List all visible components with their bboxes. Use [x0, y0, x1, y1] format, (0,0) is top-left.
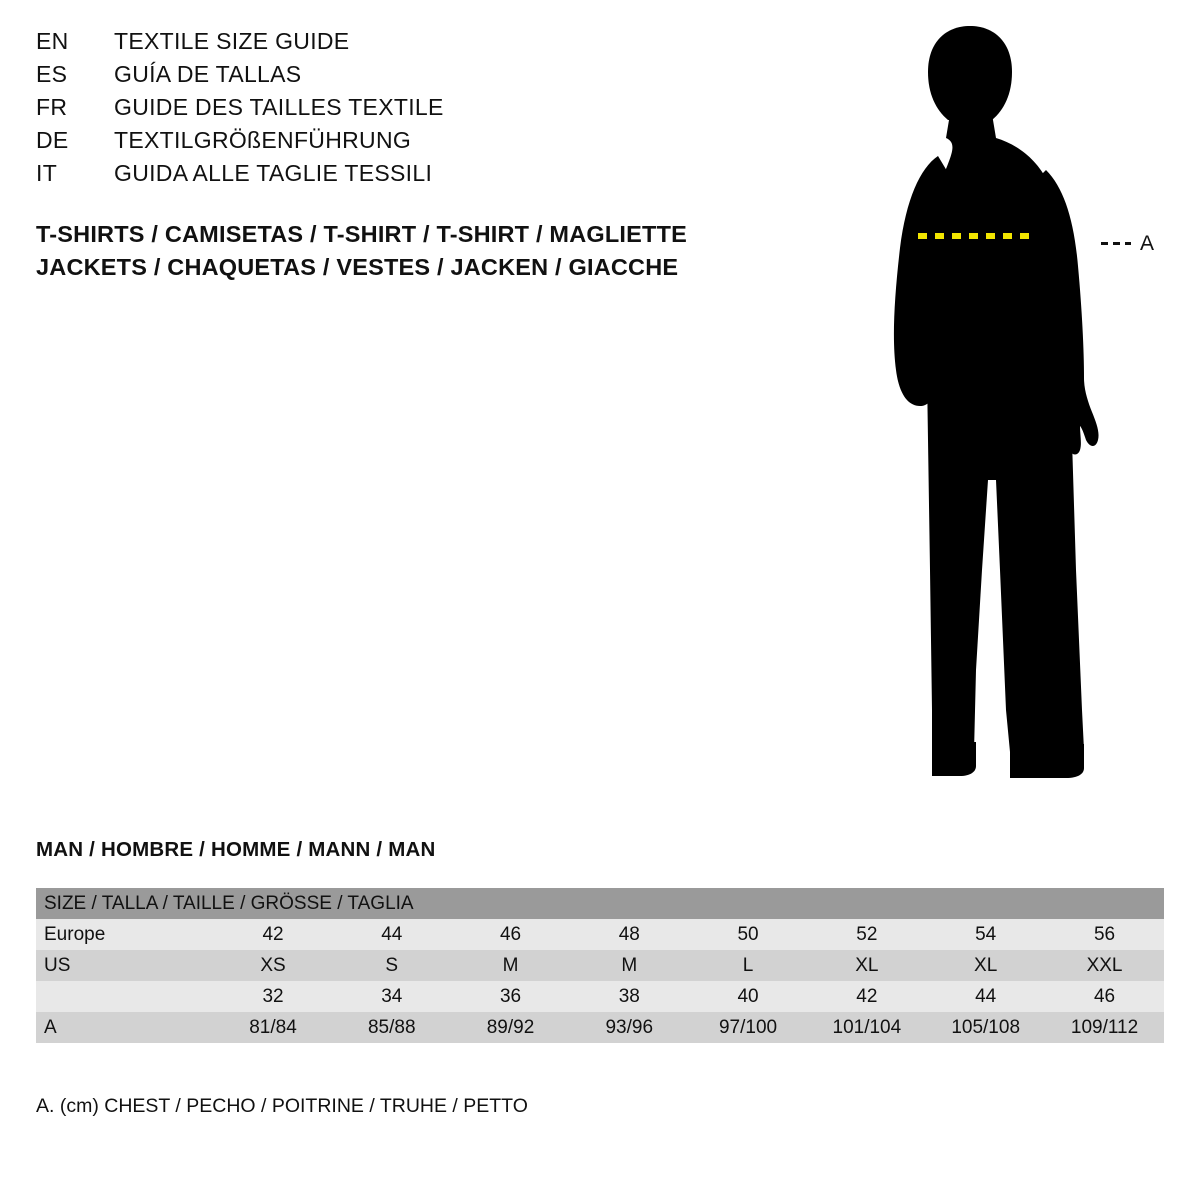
row-label: A [36, 1012, 214, 1043]
table-cell: XXL [1045, 950, 1164, 981]
table-cell: 85/88 [332, 1012, 451, 1043]
language-title: GUÍA DE TALLAS [114, 61, 302, 87]
table-cell: 93/96 [570, 1012, 689, 1043]
language-title: GUIDA ALLE TAGLIE TESSILI [114, 160, 433, 186]
table-cell: 40 [689, 981, 808, 1012]
table-cell: S [332, 950, 451, 981]
table-cell: 56 [1045, 919, 1164, 950]
table-cell: XL [807, 950, 926, 981]
table-cell: 42 [214, 919, 333, 950]
language-title: GUIDE DES TAILLES TEXTILE [114, 94, 444, 120]
male-silhouette-icon [820, 10, 1180, 800]
table-cell: XS [214, 950, 333, 981]
language-row [36, 160, 736, 193]
table-row [36, 950, 1164, 981]
language-row [36, 94, 736, 127]
table-cell: L [689, 950, 808, 981]
row-label: US [36, 950, 214, 981]
category-jackets: JACKETS / CHAQUETAS / VESTES / JACKEN / GIACCHE [36, 254, 679, 280]
table-cell: 46 [1045, 981, 1164, 1012]
language-code: EN [36, 28, 69, 54]
table-cell: 50 [689, 919, 808, 950]
category-tshirts: T-SHIRTS / CAMISETAS / T-SHIRT / T-SHIRT / MAGLIETTE [36, 221, 687, 247]
table-cell: 109/112 [1045, 1012, 1164, 1043]
table-cell: 52 [807, 919, 926, 950]
language-row [36, 61, 736, 94]
category-list [36, 218, 796, 284]
row-label: Europe [36, 919, 214, 950]
language-code: FR [36, 94, 68, 120]
measure-pointer-dash [1101, 242, 1131, 245]
language-code: IT [36, 160, 58, 186]
table-cell: 34 [332, 981, 451, 1012]
language-code: ES [36, 61, 68, 87]
size-table [36, 888, 1164, 1043]
table-cell: XL [926, 950, 1045, 981]
language-row [36, 28, 736, 61]
table-cell: 42 [807, 981, 926, 1012]
language-row [36, 127, 736, 160]
measure-label-a: A [1140, 232, 1155, 255]
language-title: TEXTILGRÖßENFÜHRUNG [114, 127, 412, 153]
table-footnote: A. (cm) CHEST / PECHO / POITRINE / TRUHE / PETTO [36, 1095, 528, 1117]
table-cell: 44 [926, 981, 1045, 1012]
table-cell: 81/84 [214, 1012, 333, 1043]
table-cell: M [451, 950, 570, 981]
table-cell: 46 [451, 919, 570, 950]
table-cell: 97/100 [689, 1012, 808, 1043]
table-cell: 101/104 [807, 1012, 926, 1043]
table-cell: 32 [214, 981, 333, 1012]
body-figure [820, 10, 1180, 800]
table-row [36, 1012, 1164, 1043]
table-cell: 89/92 [451, 1012, 570, 1043]
table-cell: 38 [570, 981, 689, 1012]
table-cell: 36 [451, 981, 570, 1012]
row-label [36, 981, 214, 1012]
language-title: TEXTILE SIZE GUIDE [114, 28, 350, 54]
table-cell: M [570, 950, 689, 981]
language-code: DE [36, 127, 69, 153]
table-section-title: MAN / HOMBRE / HOMME / MANN / MAN [36, 838, 436, 861]
table-cell: 44 [332, 919, 451, 950]
table-header-row [36, 888, 1164, 919]
table-cell: 105/108 [926, 1012, 1045, 1043]
language-list [36, 28, 736, 193]
table-cell: 48 [570, 919, 689, 950]
table-row [36, 919, 1164, 950]
table-cell: 54 [926, 919, 1045, 950]
table-row [36, 981, 1164, 1012]
table-header-label: SIZE / TALLA / TAILLE / GRÖSSE / TAGLIA [36, 888, 1164, 919]
